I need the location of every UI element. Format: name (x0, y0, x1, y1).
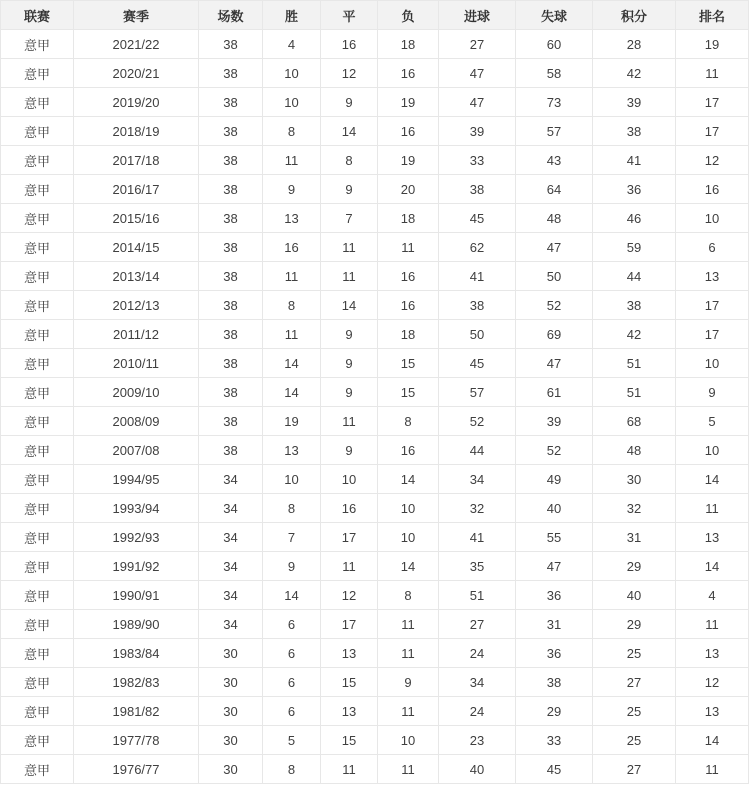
cell-league: 意甲 (1, 639, 74, 668)
column-header-season: 赛季 (74, 1, 199, 30)
cell-wins: 6 (263, 639, 321, 668)
cell-losses: 16 (378, 436, 439, 465)
cell-rank: 19 (676, 30, 749, 59)
cell-losses: 15 (378, 378, 439, 407)
cell-losses: 19 (378, 146, 439, 175)
cell-goals-against: 40 (516, 494, 593, 523)
cell-matches: 30 (199, 755, 263, 784)
cell-matches: 38 (199, 378, 263, 407)
cell-points: 42 (593, 59, 676, 88)
cell-rank: 12 (676, 146, 749, 175)
cell-matches: 38 (199, 117, 263, 146)
cell-losses: 10 (378, 523, 439, 552)
cell-losses: 11 (378, 697, 439, 726)
cell-wins: 5 (263, 726, 321, 755)
cell-rank: 14 (676, 726, 749, 755)
cell-wins: 4 (263, 30, 321, 59)
cell-goals-against: 57 (516, 117, 593, 146)
cell-wins: 13 (263, 204, 321, 233)
cell-rank: 11 (676, 59, 749, 88)
cell-points: 48 (593, 436, 676, 465)
cell-season: 2016/17 (74, 175, 199, 204)
cell-goals-for: 44 (439, 436, 516, 465)
cell-season: 2019/20 (74, 88, 199, 117)
cell-losses: 11 (378, 610, 439, 639)
cell-season: 1992/93 (74, 523, 199, 552)
cell-league: 意甲 (1, 407, 74, 436)
column-header-points: 积分 (593, 1, 676, 30)
cell-goals-against: 73 (516, 88, 593, 117)
cell-points: 27 (593, 668, 676, 697)
cell-points: 38 (593, 291, 676, 320)
cell-goals-for: 45 (439, 204, 516, 233)
cell-points: 30 (593, 465, 676, 494)
cell-points: 29 (593, 552, 676, 581)
cell-goals-for: 57 (439, 378, 516, 407)
cell-goals-for: 41 (439, 262, 516, 291)
table-row (1, 610, 749, 639)
cell-draws: 13 (321, 639, 378, 668)
cell-matches: 38 (199, 30, 263, 59)
cell-draws: 11 (321, 233, 378, 262)
cell-goals-for: 45 (439, 349, 516, 378)
cell-draws: 11 (321, 407, 378, 436)
cell-season: 1977/78 (74, 726, 199, 755)
cell-rank: 5 (676, 407, 749, 436)
cell-draws: 9 (321, 349, 378, 378)
cell-points: 27 (593, 755, 676, 784)
cell-league: 意甲 (1, 465, 74, 494)
cell-league: 意甲 (1, 668, 74, 697)
cell-league: 意甲 (1, 378, 74, 407)
cell-points: 51 (593, 378, 676, 407)
cell-rank: 14 (676, 465, 749, 494)
table-row (1, 262, 749, 291)
cell-points: 42 (593, 320, 676, 349)
cell-goals-for: 23 (439, 726, 516, 755)
cell-goals-for: 40 (439, 755, 516, 784)
cell-season: 1981/82 (74, 697, 199, 726)
cell-wins: 14 (263, 378, 321, 407)
cell-losses: 16 (378, 59, 439, 88)
cell-goals-for: 38 (439, 291, 516, 320)
cell-season: 1993/94 (74, 494, 199, 523)
cell-losses: 15 (378, 349, 439, 378)
cell-points: 36 (593, 175, 676, 204)
cell-season: 1991/92 (74, 552, 199, 581)
cell-draws: 8 (321, 146, 378, 175)
column-header-wins: 胜 (263, 1, 321, 30)
cell-rank: 11 (676, 755, 749, 784)
cell-points: 31 (593, 523, 676, 552)
cell-wins: 10 (263, 88, 321, 117)
table-row (1, 755, 749, 784)
cell-league: 意甲 (1, 204, 74, 233)
table-row (1, 146, 749, 175)
cell-goals-against: 47 (516, 349, 593, 378)
cell-losses: 11 (378, 639, 439, 668)
cell-goals-against: 55 (516, 523, 593, 552)
cell-goals-for: 32 (439, 494, 516, 523)
cell-season: 2014/15 (74, 233, 199, 262)
cell-goals-against: 33 (516, 726, 593, 755)
cell-goals-against: 52 (516, 436, 593, 465)
cell-losses: 11 (378, 233, 439, 262)
cell-points: 25 (593, 697, 676, 726)
cell-draws: 9 (321, 320, 378, 349)
table-row (1, 30, 749, 59)
cell-draws: 16 (321, 494, 378, 523)
table-row (1, 523, 749, 552)
cell-season: 2017/18 (74, 146, 199, 175)
cell-wins: 11 (263, 320, 321, 349)
cell-matches: 34 (199, 610, 263, 639)
cell-wins: 7 (263, 523, 321, 552)
column-header-rank: 排名 (676, 1, 749, 30)
cell-points: 25 (593, 726, 676, 755)
cell-goals-against: 39 (516, 407, 593, 436)
table-row (1, 117, 749, 146)
cell-goals-against: 48 (516, 204, 593, 233)
table-row (1, 581, 749, 610)
cell-losses: 19 (378, 88, 439, 117)
cell-draws: 11 (321, 552, 378, 581)
cell-goals-against: 36 (516, 639, 593, 668)
cell-points: 46 (593, 204, 676, 233)
table-row (1, 494, 749, 523)
cell-goals-against: 47 (516, 233, 593, 262)
cell-draws: 15 (321, 668, 378, 697)
cell-points: 41 (593, 146, 676, 175)
cell-rank: 10 (676, 204, 749, 233)
cell-wins: 16 (263, 233, 321, 262)
cell-wins: 8 (263, 494, 321, 523)
cell-losses: 10 (378, 726, 439, 755)
cell-losses: 18 (378, 30, 439, 59)
cell-wins: 19 (263, 407, 321, 436)
cell-losses: 18 (378, 204, 439, 233)
cell-draws: 17 (321, 523, 378, 552)
cell-wins: 10 (263, 59, 321, 88)
table-row (1, 639, 749, 668)
cell-league: 意甲 (1, 59, 74, 88)
cell-wins: 8 (263, 291, 321, 320)
column-header-matches: 场数 (199, 1, 263, 30)
cell-wins: 6 (263, 610, 321, 639)
cell-losses: 16 (378, 262, 439, 291)
cell-season: 2012/13 (74, 291, 199, 320)
cell-matches: 38 (199, 59, 263, 88)
cell-draws: 15 (321, 726, 378, 755)
cell-league: 意甲 (1, 88, 74, 117)
cell-league: 意甲 (1, 581, 74, 610)
table-row (1, 697, 749, 726)
cell-points: 28 (593, 30, 676, 59)
cell-goals-against: 69 (516, 320, 593, 349)
cell-season: 2015/16 (74, 204, 199, 233)
cell-draws: 9 (321, 436, 378, 465)
cell-wins: 8 (263, 755, 321, 784)
cell-goals-for: 47 (439, 88, 516, 117)
cell-rank: 17 (676, 320, 749, 349)
cell-season: 1990/91 (74, 581, 199, 610)
cell-season: 1994/95 (74, 465, 199, 494)
cell-losses: 8 (378, 407, 439, 436)
table-row (1, 465, 749, 494)
cell-season: 1982/83 (74, 668, 199, 697)
cell-goals-against: 52 (516, 291, 593, 320)
cell-rank: 17 (676, 88, 749, 117)
cell-season: 1976/77 (74, 755, 199, 784)
table-row (1, 291, 749, 320)
column-header-draws: 平 (321, 1, 378, 30)
cell-goals-for: 27 (439, 610, 516, 639)
cell-matches: 38 (199, 233, 263, 262)
cell-goals-against: 43 (516, 146, 593, 175)
cell-wins: 13 (263, 436, 321, 465)
cell-losses: 9 (378, 668, 439, 697)
cell-rank: 13 (676, 262, 749, 291)
cell-points: 59 (593, 233, 676, 262)
cell-wins: 6 (263, 668, 321, 697)
cell-draws: 16 (321, 30, 378, 59)
cell-points: 25 (593, 639, 676, 668)
cell-goals-against: 29 (516, 697, 593, 726)
cell-rank: 11 (676, 494, 749, 523)
column-header-losses: 负 (378, 1, 439, 30)
cell-season: 2008/09 (74, 407, 199, 436)
cell-matches: 38 (199, 436, 263, 465)
cell-draws: 12 (321, 59, 378, 88)
cell-wins: 11 (263, 146, 321, 175)
cell-matches: 38 (199, 88, 263, 117)
table-row (1, 204, 749, 233)
cell-points: 51 (593, 349, 676, 378)
table-row (1, 175, 749, 204)
cell-rank: 6 (676, 233, 749, 262)
cell-rank: 17 (676, 291, 749, 320)
cell-matches: 30 (199, 697, 263, 726)
cell-matches: 38 (199, 291, 263, 320)
cell-matches: 30 (199, 668, 263, 697)
cell-goals-for: 34 (439, 465, 516, 494)
cell-season: 2011/12 (74, 320, 199, 349)
cell-league: 意甲 (1, 349, 74, 378)
cell-wins: 8 (263, 117, 321, 146)
table-row (1, 320, 749, 349)
cell-league: 意甲 (1, 610, 74, 639)
cell-matches: 34 (199, 552, 263, 581)
cell-league: 意甲 (1, 726, 74, 755)
cell-matches: 38 (199, 146, 263, 175)
cell-goals-for: 51 (439, 581, 516, 610)
cell-wins: 11 (263, 262, 321, 291)
cell-matches: 38 (199, 262, 263, 291)
cell-league: 意甲 (1, 175, 74, 204)
cell-goals-for: 33 (439, 146, 516, 175)
cell-losses: 20 (378, 175, 439, 204)
cell-league: 意甲 (1, 552, 74, 581)
cell-wins: 9 (263, 552, 321, 581)
cell-league: 意甲 (1, 30, 74, 59)
cell-league: 意甲 (1, 755, 74, 784)
cell-wins: 6 (263, 697, 321, 726)
cell-season: 2010/11 (74, 349, 199, 378)
cell-goals-for: 52 (439, 407, 516, 436)
cell-points: 39 (593, 88, 676, 117)
cell-goals-for: 38 (439, 175, 516, 204)
table-row (1, 233, 749, 262)
cell-wins: 14 (263, 581, 321, 610)
cell-league: 意甲 (1, 697, 74, 726)
cell-goals-against: 47 (516, 552, 593, 581)
cell-goals-against: 31 (516, 610, 593, 639)
cell-season: 2020/21 (74, 59, 199, 88)
cell-draws: 10 (321, 465, 378, 494)
cell-wins: 9 (263, 175, 321, 204)
cell-goals-against: 36 (516, 581, 593, 610)
cell-wins: 10 (263, 465, 321, 494)
cell-points: 44 (593, 262, 676, 291)
cell-league: 意甲 (1, 117, 74, 146)
cell-draws: 14 (321, 117, 378, 146)
cell-rank: 17 (676, 117, 749, 146)
table-row (1, 378, 749, 407)
cell-goals-for: 50 (439, 320, 516, 349)
cell-points: 38 (593, 117, 676, 146)
cell-rank: 10 (676, 349, 749, 378)
cell-season: 1989/90 (74, 610, 199, 639)
cell-losses: 14 (378, 552, 439, 581)
cell-points: 40 (593, 581, 676, 610)
cell-matches: 38 (199, 175, 263, 204)
cell-goals-for: 34 (439, 668, 516, 697)
cell-points: 32 (593, 494, 676, 523)
column-header-goals-for: 进球 (439, 1, 516, 30)
cell-season: 2007/08 (74, 436, 199, 465)
cell-goals-for: 24 (439, 697, 516, 726)
cell-matches: 38 (199, 320, 263, 349)
cell-draws: 14 (321, 291, 378, 320)
cell-season: 2009/10 (74, 378, 199, 407)
cell-losses: 16 (378, 291, 439, 320)
cell-rank: 13 (676, 639, 749, 668)
cell-wins: 14 (263, 349, 321, 378)
table-row (1, 59, 749, 88)
cell-season: 2018/19 (74, 117, 199, 146)
cell-goals-for: 41 (439, 523, 516, 552)
table-body (1, 30, 749, 784)
table-header-row (1, 1, 749, 30)
cell-draws: 11 (321, 262, 378, 291)
cell-losses: 8 (378, 581, 439, 610)
cell-matches: 30 (199, 726, 263, 755)
cell-league: 意甲 (1, 436, 74, 465)
cell-matches: 38 (199, 349, 263, 378)
cell-goals-against: 45 (516, 755, 593, 784)
table-row (1, 88, 749, 117)
cell-matches: 30 (199, 639, 263, 668)
cell-league: 意甲 (1, 291, 74, 320)
cell-league: 意甲 (1, 262, 74, 291)
cell-league: 意甲 (1, 320, 74, 349)
cell-rank: 10 (676, 436, 749, 465)
cell-league: 意甲 (1, 494, 74, 523)
cell-goals-for: 35 (439, 552, 516, 581)
table-row (1, 668, 749, 697)
column-header-goals-against: 失球 (516, 1, 593, 30)
table-row (1, 349, 749, 378)
cell-losses: 16 (378, 117, 439, 146)
cell-draws: 11 (321, 755, 378, 784)
cell-draws: 9 (321, 175, 378, 204)
cell-league: 意甲 (1, 233, 74, 262)
table-row (1, 407, 749, 436)
cell-rank: 11 (676, 610, 749, 639)
cell-draws: 13 (321, 697, 378, 726)
cell-matches: 34 (199, 523, 263, 552)
cell-draws: 9 (321, 88, 378, 117)
cell-goals-against: 58 (516, 59, 593, 88)
cell-rank: 16 (676, 175, 749, 204)
cell-points: 29 (593, 610, 676, 639)
cell-goals-against: 49 (516, 465, 593, 494)
cell-matches: 34 (199, 581, 263, 610)
cell-matches: 34 (199, 465, 263, 494)
cell-losses: 14 (378, 465, 439, 494)
cell-league: 意甲 (1, 523, 74, 552)
cell-goals-for: 62 (439, 233, 516, 262)
cell-losses: 18 (378, 320, 439, 349)
cell-league: 意甲 (1, 146, 74, 175)
cell-season: 1983/84 (74, 639, 199, 668)
cell-goals-against: 38 (516, 668, 593, 697)
cell-points: 68 (593, 407, 676, 436)
table-row (1, 726, 749, 755)
cell-goals-for: 47 (439, 59, 516, 88)
cell-rank: 9 (676, 378, 749, 407)
table-header (1, 1, 749, 30)
cell-draws: 9 (321, 378, 378, 407)
cell-rank: 4 (676, 581, 749, 610)
cell-goals-for: 24 (439, 639, 516, 668)
column-header-league: 联赛 (1, 1, 74, 30)
cell-season: 2013/14 (74, 262, 199, 291)
cell-rank: 13 (676, 697, 749, 726)
cell-goals-against: 64 (516, 175, 593, 204)
cell-matches: 38 (199, 407, 263, 436)
cell-rank: 13 (676, 523, 749, 552)
cell-matches: 34 (199, 494, 263, 523)
cell-goals-against: 61 (516, 378, 593, 407)
cell-losses: 11 (378, 755, 439, 784)
cell-goals-for: 27 (439, 30, 516, 59)
cell-losses: 10 (378, 494, 439, 523)
cell-draws: 7 (321, 204, 378, 233)
cell-matches: 38 (199, 204, 263, 233)
cell-goals-against: 60 (516, 30, 593, 59)
cell-rank: 14 (676, 552, 749, 581)
cell-goals-against: 50 (516, 262, 593, 291)
cell-goals-for: 39 (439, 117, 516, 146)
cell-rank: 12 (676, 668, 749, 697)
table-row (1, 436, 749, 465)
cell-season: 2021/22 (74, 30, 199, 59)
cell-draws: 12 (321, 581, 378, 610)
table-row (1, 552, 749, 581)
cell-draws: 17 (321, 610, 378, 639)
